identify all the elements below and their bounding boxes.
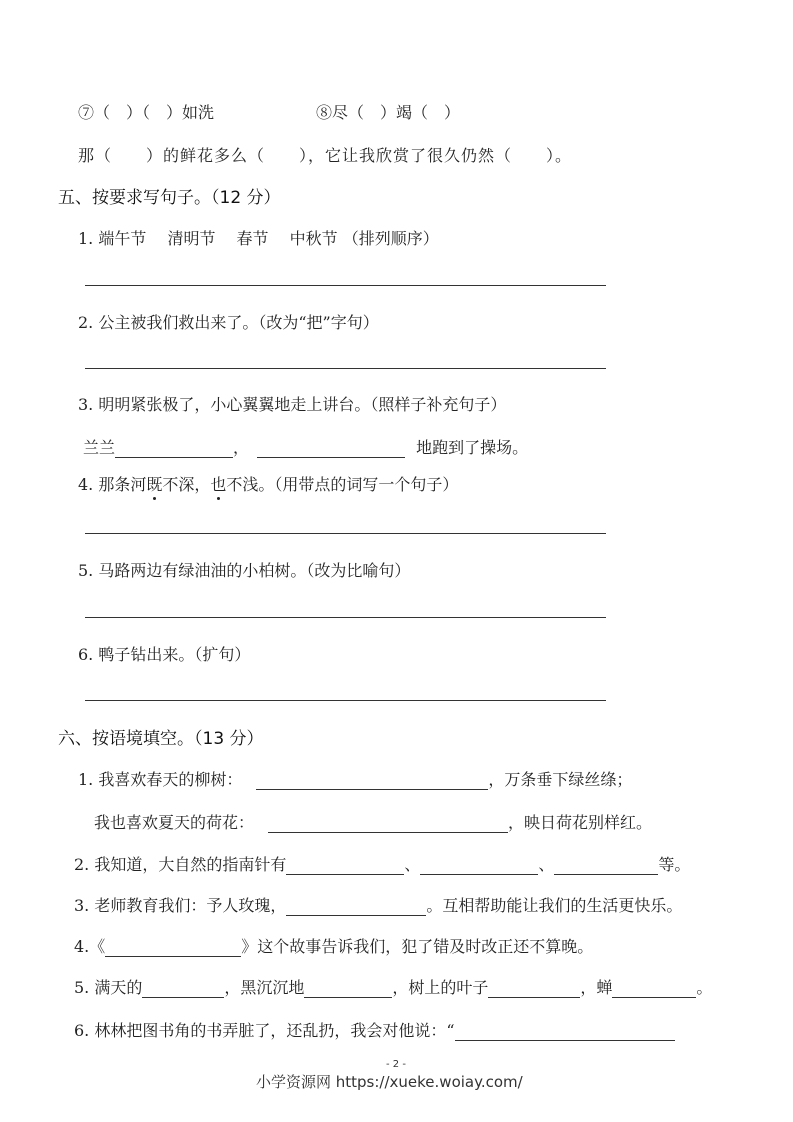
s5-q4-text-c: 不浅。（用带点的词写一个句子）: [226, 475, 459, 494]
s5-q1-answer-line[interactable]: [85, 285, 606, 286]
s5-question-2: 2. 公主被我们救出来了。（改为“把”字句）: [78, 313, 379, 332]
s6-q2-sep-2: 、: [538, 855, 555, 874]
s6-q4-blank[interactable]: [105, 940, 241, 957]
s6-q5-blank-2[interactable]: [304, 981, 392, 998]
s5-q2-answer-line[interactable]: [85, 368, 606, 369]
s6-q5-text-d: ，蝉: [580, 978, 613, 997]
s6-q1-text-b: ，万条垂下绿丝绦；: [488, 770, 633, 789]
s6-q2-end: 等。: [658, 855, 691, 874]
idiom-item-7: ⑦（ ）（ ）如洗: [78, 103, 215, 122]
s5-q3-fill-row: [83, 435, 528, 458]
s5-q6-answer-line[interactable]: [85, 700, 606, 701]
s6-q2-blank-3[interactable]: [554, 858, 658, 875]
s6-q3-text-b: 。互相帮助能让我们的生活更快乐。: [426, 896, 683, 915]
s6-q1-text-d: ，映日荷花别样红。: [508, 813, 653, 832]
fill-sentence: 那（ ）的鲜花多么（ ），它让我欣赏了很久仍然（ ）。: [78, 146, 573, 165]
s5-question-5: 5. 马路两边有绿油油的小柏树。（改为比喻句）: [78, 561, 411, 580]
s6-question-6: [74, 1018, 675, 1041]
s6-q2-sep-1: 、: [404, 855, 421, 874]
s6-q4-open: 4.《: [74, 937, 106, 956]
s6-question-3: [74, 893, 682, 916]
s6-q5-blank-4[interactable]: [612, 981, 696, 998]
section-6-title: 六、按语境填空。（13 分）: [58, 729, 264, 749]
s5-question-6: 6. 鸭子钻出来。（扩句）: [78, 645, 251, 664]
s5-q3-suffix: 地跑到了操场。: [416, 438, 529, 457]
s5-q3-blank-2[interactable]: [257, 441, 405, 458]
s5-q3-prefix: 兰兰: [83, 438, 116, 457]
s6-q2-blank-1[interactable]: [286, 858, 404, 875]
s6-q6-blank[interactable]: [455, 1024, 675, 1041]
s6-q5-text-a: 5. 满天的: [74, 978, 143, 997]
s6-q3-blank[interactable]: [286, 899, 426, 916]
s5-q4-text-b: 不深，: [162, 475, 211, 494]
s6-q1-text-c: 我也喜欢夏天的荷花：: [94, 813, 255, 832]
s5-q3-comma: ，: [233, 438, 250, 457]
s6-question-4: [74, 934, 593, 957]
section-5-title: 五、按要求写句子。（12 分）: [58, 188, 281, 208]
s6-q4-text: 》这个故事告诉我们，犯了错及时改正还不算晚。: [241, 937, 594, 956]
s6-q1-text-a: 1. 我喜欢春天的柳树：: [78, 770, 243, 789]
s6-question-1a: [78, 767, 632, 790]
s5-q4-text-a: 4. 那条河: [78, 475, 147, 494]
s6-q2-blank-2[interactable]: [420, 858, 538, 875]
s5-question-1: 1. 端午节 清明节 春节 中秋节 （排列顺序）: [78, 229, 439, 248]
s5-q4-dotted-word-2: 也: [210, 475, 227, 494]
s6-question-2: [74, 852, 690, 875]
footer-source: 小学资源网 https://xueke.woiay.com/: [256, 1073, 523, 1091]
s5-q3-blank-1[interactable]: [115, 441, 233, 458]
s5-q4-dotted-word-1: 既: [146, 475, 163, 494]
s5-question-4: [78, 472, 458, 495]
s6-q1-blank-2[interactable]: [268, 816, 508, 833]
s6-q5-blank-3[interactable]: [488, 981, 580, 998]
s6-q5-blank-1[interactable]: [142, 981, 224, 998]
s5-question-3: 3. 明明紧张极了，小心翼翼地走上讲台。（照样子补充句子）: [78, 395, 507, 414]
s6-question-5: [74, 975, 712, 998]
s6-q5-text-c: ，树上的叶子: [392, 978, 489, 997]
s6-q3-text-a: 3. 老师教育我们：予人玫瑰，: [74, 896, 287, 915]
s6-question-1b: [94, 810, 652, 833]
s6-q1-blank-1[interactable]: [256, 773, 488, 790]
s6-q6-text: 6. 林林把图书角的书弄脏了，还乱扔，我会对他说：“: [74, 1021, 455, 1040]
s6-q5-text-b: ，黑沉沉地: [224, 978, 305, 997]
s5-q5-answer-line[interactable]: [85, 617, 606, 618]
page-number: - 2 -: [386, 1059, 406, 1070]
idiom-item-8: ⑧尽（ ）竭（ ）: [316, 103, 461, 122]
s5-q4-answer-line[interactable]: [85, 533, 606, 534]
s6-q2-text: 2. 我知道，大自然的指南针有: [74, 855, 287, 874]
s6-q5-text-e: 。: [696, 978, 713, 997]
